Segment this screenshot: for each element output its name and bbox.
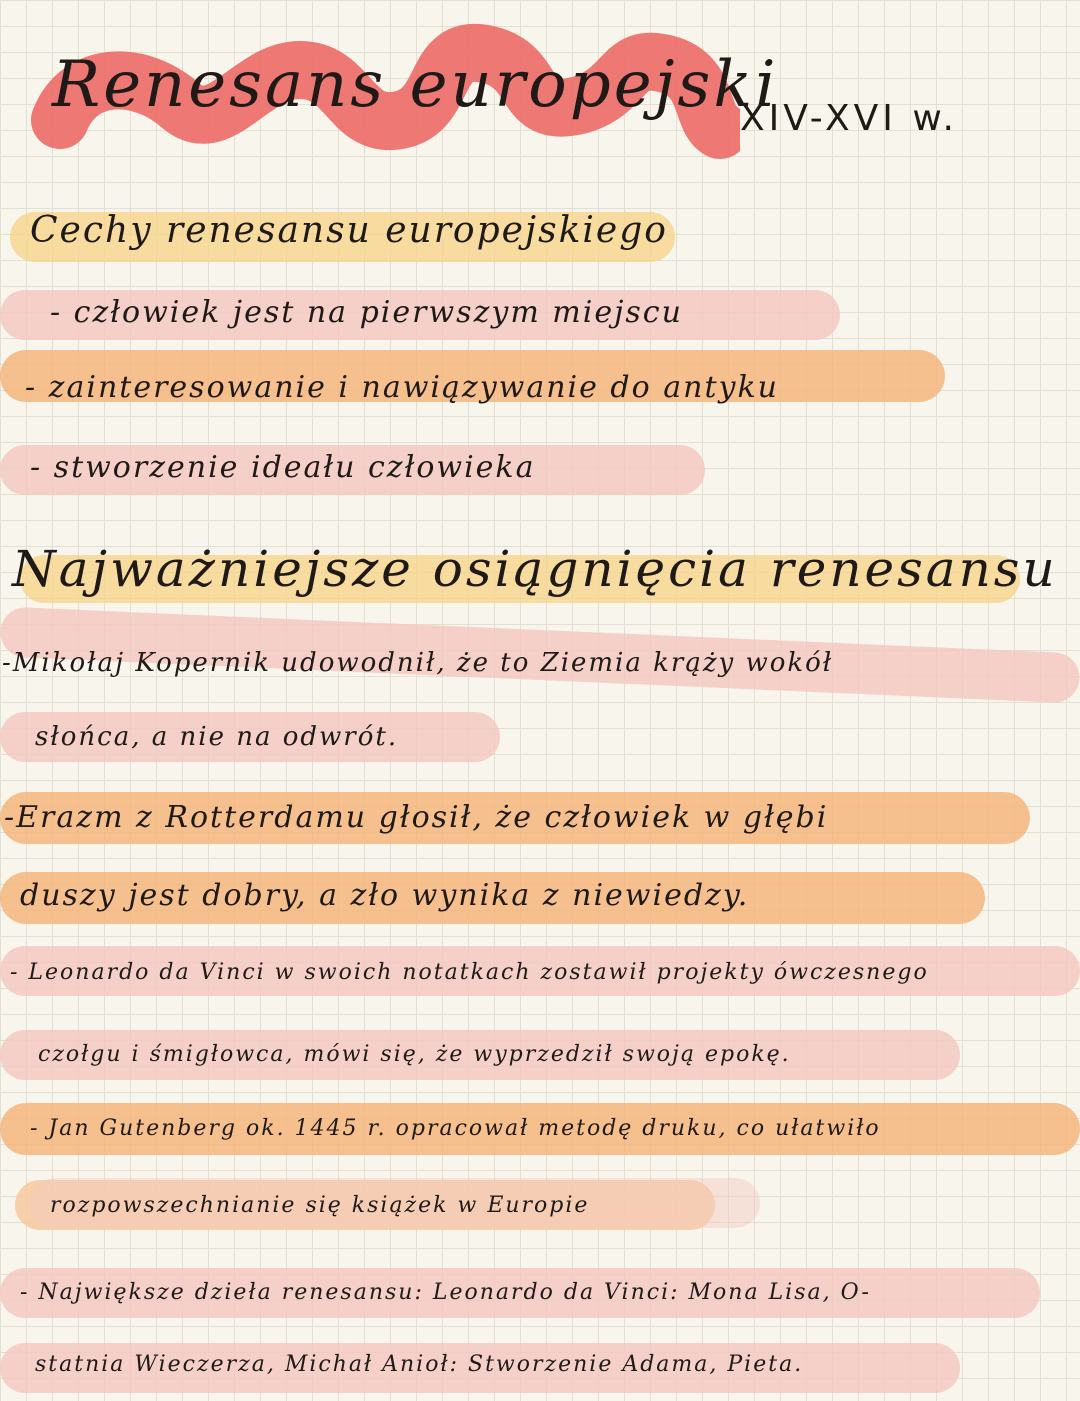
achievement-line: - Największe dzieła renesansu: Leonardo da Vinci: Mona Lisa, O- bbox=[20, 1280, 871, 1305]
achievement-line: -Erazm z Rotterdamu głosił, że człowiek w głębi bbox=[4, 800, 829, 835]
achievement-line: rozpowszechnianie się książek w Europie bbox=[50, 1193, 590, 1218]
achievement-line: statnia Wieczerza, Michał Anioł: Stworzenie Adama, Pieta. bbox=[35, 1352, 804, 1377]
achievement-line: czołgu i śmigłowca, mówi się, że wyprzedził swoją epokę. bbox=[38, 1042, 791, 1067]
achievements-heading: Najważniejsze osiągnięcia renesansu bbox=[12, 540, 1058, 598]
achievement-line: - Leonardo da Vinci w swoich notatkach zostawił projekty ówczesnego bbox=[10, 960, 929, 985]
achievement-line: słońca, a nie na odwrót. bbox=[35, 722, 399, 752]
achievement-line: -Mikołaj Kopernik udowodnił, że to Ziemia krąży wokół bbox=[2, 648, 834, 678]
features-heading: Cechy renesansu europejskiego bbox=[30, 210, 668, 251]
period-label: XIV-XVI w. bbox=[740, 98, 958, 139]
feature-item: - człowiek jest na pierwszym miejscu bbox=[50, 295, 683, 330]
page-title: Renesans europejski bbox=[52, 48, 779, 122]
achievement-line: duszy jest dobry, a zło wynika z niewiedzy. bbox=[20, 878, 750, 913]
achievement-line: - Jan Gutenberg ok. 1445 r. opracował metodę druku, co ułatwiło bbox=[30, 1116, 881, 1141]
feature-item: - stworzenie ideału człowieka bbox=[30, 450, 536, 485]
feature-item: - zainteresowanie i nawiązywanie do antyku bbox=[25, 370, 779, 405]
